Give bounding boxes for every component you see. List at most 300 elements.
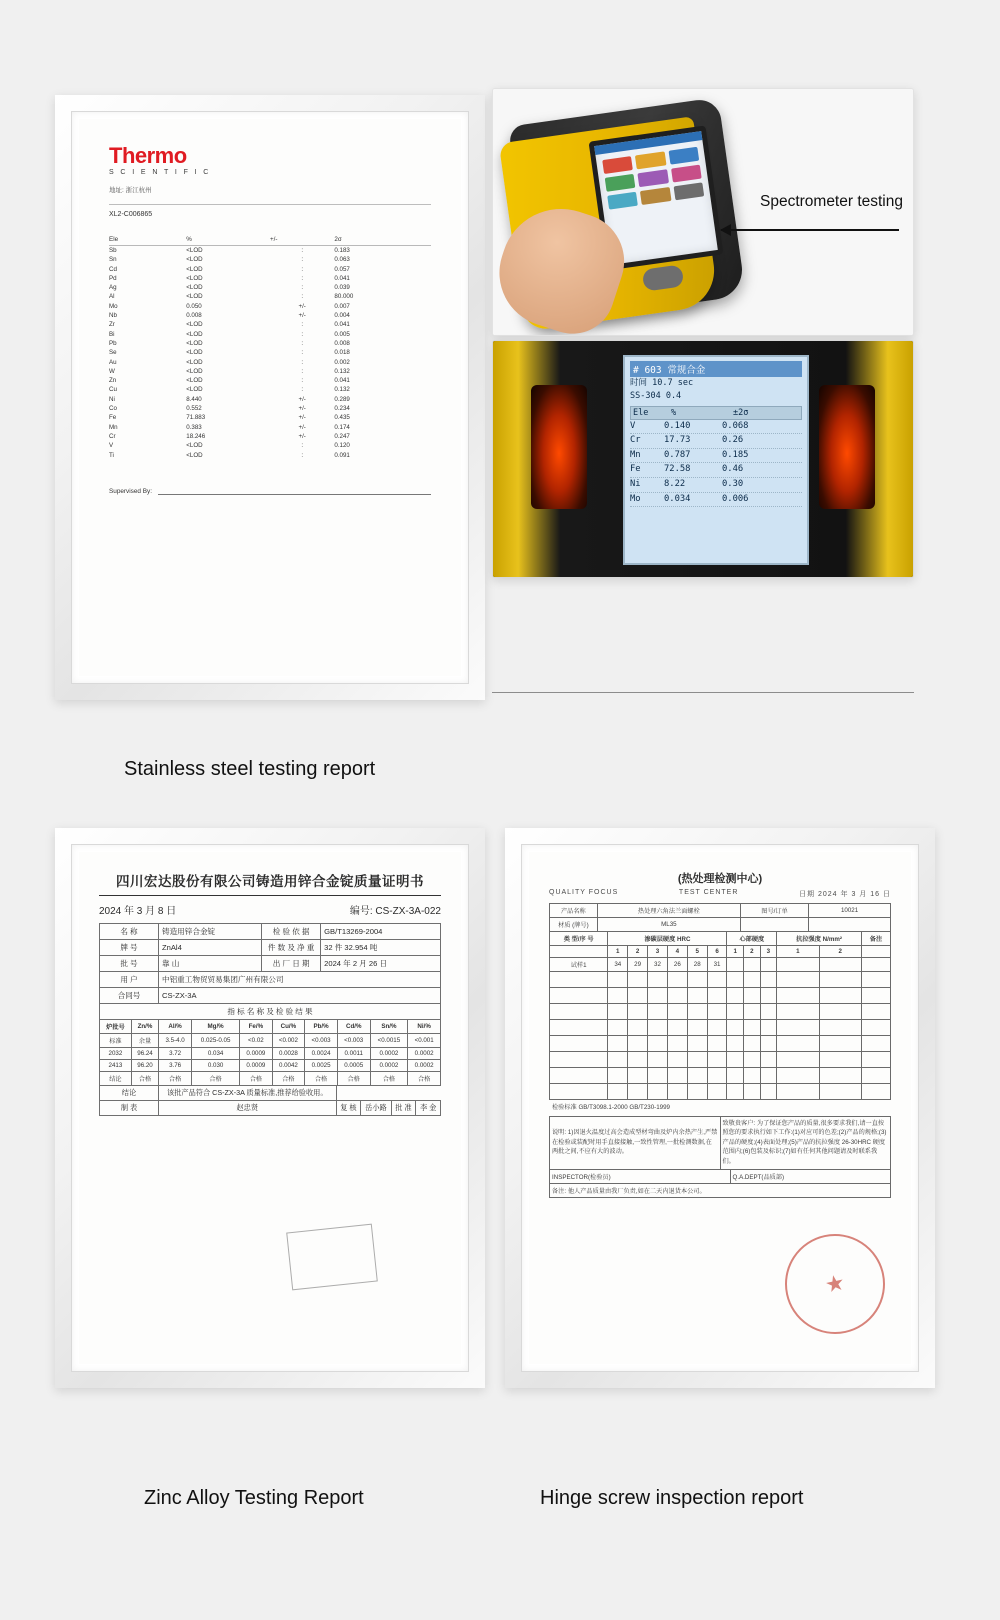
hinge-report-title: (热处理检测中心): [677, 873, 763, 885]
cell-pm: :: [301, 256, 304, 264]
cell-pm: +/-: [298, 395, 306, 403]
row-label: [550, 1068, 608, 1084]
field-label: 合同号: [100, 988, 159, 1004]
chem-cell: 0.0002: [370, 1060, 408, 1072]
table-row: [550, 972, 891, 988]
cell-ele: W: [109, 367, 115, 375]
field-value: CS-ZX-3A: [159, 988, 441, 1004]
row-label: [550, 988, 608, 1004]
caption-stainless: Stainless steel testing report: [124, 758, 376, 780]
chem-col: Cu/%: [272, 1020, 305, 1034]
cell-pm: :: [301, 367, 304, 375]
table-row: [109, 441, 431, 450]
cell-pct: <LOD: [186, 321, 203, 329]
zinc-chem-body: [100, 1034, 441, 1086]
measure-cell: [687, 1004, 707, 1020]
measure-cell: [760, 988, 777, 1004]
chem-cell: 0.025-0.05: [192, 1034, 240, 1048]
zinc-report-frame: [55, 828, 485, 1388]
field-label-2: 出 厂 日 期: [262, 956, 321, 972]
chem-col: Cd/%: [337, 1020, 370, 1034]
zinc-report-paper: [79, 852, 461, 1364]
lcd-result-row: [630, 463, 802, 478]
table-row: [100, 924, 441, 940]
measure-subcol: 2: [628, 946, 648, 958]
measure-cell: [744, 1052, 761, 1068]
chem-cell: 96.24: [131, 1048, 158, 1060]
table-header-row: [109, 236, 431, 246]
measure-cell: [819, 972, 861, 988]
row-label: [550, 1020, 608, 1036]
measure-cell: [687, 1020, 707, 1036]
field-label: 牌 号: [100, 940, 159, 956]
thermo-col-1: %: [186, 236, 270, 246]
measure-cell: 28: [687, 958, 707, 972]
chem-cell: 0.0025: [305, 1060, 338, 1072]
row-label: 试样1: [550, 958, 608, 972]
lcd-rows: [630, 420, 802, 508]
measure-cell: [707, 1036, 727, 1052]
hinge-note-left: 说明: 1)因退火温度过高会造成型材弯曲及炉内余热产生,严禁在检验或装配时用手直接接触,一致性管理,一批检测数据,在两批之间,不应有大的波动。: [550, 1116, 721, 1169]
hinge-qa-label: Q.A.DEPT(品质部): [730, 1169, 890, 1183]
remark-cell: [861, 988, 890, 1004]
cell-err: 0.435: [334, 414, 350, 422]
signature-label: 复 核: [336, 1101, 361, 1116]
cell-err: 0.183: [334, 247, 350, 254]
measure-cell: [648, 1052, 668, 1068]
lcd-table-header: [630, 406, 802, 420]
measure-cell: [777, 958, 819, 972]
table-row: [100, 1072, 441, 1086]
cell-pm: :: [301, 451, 304, 459]
cell-pct: <LOD: [186, 377, 203, 385]
field-value-2: [809, 918, 891, 932]
thermo-logo: Thermo: [109, 143, 187, 168]
measure-cell: [707, 1004, 727, 1020]
measure-cell: [707, 972, 727, 988]
cell-ele: Ag: [109, 284, 117, 292]
chem-col: Mg/%: [192, 1020, 240, 1034]
table-row: [109, 432, 431, 441]
chem-cell: 合格: [192, 1072, 240, 1086]
table-row: [550, 1084, 891, 1100]
thermo-results-table: [109, 236, 431, 460]
app-icon-5: [638, 169, 669, 187]
table-row: [550, 904, 891, 918]
cell-pct: <LOD: [186, 330, 203, 338]
table-row: [109, 348, 431, 357]
measure-cell: [744, 1036, 761, 1052]
chem-cell: <0.0015: [370, 1034, 408, 1048]
measure-cell: [687, 972, 707, 988]
measure-subcol: 1: [727, 946, 744, 958]
cell-ele: Fe: [630, 464, 641, 475]
hinge-header-right: 日期 2024 年 3 月 16 日: [799, 891, 891, 898]
app-icon-4: [605, 174, 636, 192]
signature-value: 赵忠贤: [159, 1101, 337, 1116]
app-icon-7: [607, 192, 638, 210]
measure-cell: [667, 1052, 687, 1068]
zinc-section-title-table: [99, 1003, 441, 1020]
table-row: [109, 265, 431, 274]
field-label: 材质 (牌号): [550, 918, 598, 932]
measure-cell: [727, 958, 744, 972]
measure-cell: [687, 1052, 707, 1068]
zinc-conclusion-text: 该批产品符合 CS-ZX-3A 质量标准,推荐给验收用。: [159, 1086, 337, 1101]
cell-sd: 0.006: [722, 493, 749, 504]
field-value: ML35: [597, 918, 740, 932]
cell-ele: Mn: [630, 449, 641, 460]
cell-err: 0.174: [334, 423, 350, 431]
measure-cell: [667, 1004, 687, 1020]
measure-cell: [667, 972, 687, 988]
hinge-top-table: [549, 903, 891, 932]
chem-col: Al/%: [159, 1020, 192, 1034]
chem-cell: 0.0002: [408, 1060, 441, 1072]
measure-cell: [744, 1068, 761, 1084]
cell-pct: 0.787: [664, 449, 691, 460]
cell-ele: Sn: [109, 256, 117, 264]
measure-cell: [628, 1084, 648, 1100]
chem-cell: 0.0024: [305, 1048, 338, 1060]
measure-subcol: 6: [707, 946, 727, 958]
measure-cell: 29: [628, 958, 648, 972]
measure-cell: [777, 1036, 819, 1052]
cell-ele: Nb: [109, 312, 117, 320]
cell-ele: Ni: [109, 395, 115, 403]
app-icon-9: [673, 182, 704, 200]
chem-cell: 合格: [159, 1072, 192, 1086]
cell-err: 0.132: [334, 367, 350, 375]
hinge-top-body: [550, 904, 891, 932]
measure-cell: [819, 1068, 861, 1084]
cell-err: 0.063: [334, 256, 350, 264]
cell-pct: 0.383: [186, 423, 202, 431]
measure-cell: [744, 1084, 761, 1100]
measure-cell: [648, 1068, 668, 1084]
measure-cell: [777, 972, 819, 988]
row-label: [550, 1004, 608, 1020]
field-label-2: 图号/订单: [740, 904, 808, 918]
cell-pct: 8.440: [186, 395, 202, 403]
chem-cell: 0.0009: [240, 1048, 272, 1060]
measure-cell: [628, 988, 648, 1004]
chem-cell: 3.5-4.0: [159, 1034, 192, 1048]
measure-cell: [727, 1052, 744, 1068]
hinge-notes-table: [549, 1116, 891, 1170]
cell-err: 0.041: [334, 274, 350, 282]
measure-cell: [628, 1004, 648, 1020]
measure-cell: [648, 1020, 668, 1036]
measure-cell: [608, 1036, 628, 1052]
measure-cell: [727, 1020, 744, 1036]
supervised-by-label: Supervised By:: [109, 487, 152, 495]
chem-cell: 余量: [131, 1034, 158, 1048]
cell-sd: 0.46: [722, 464, 744, 475]
chem-cell: <0.02: [240, 1034, 272, 1048]
chem-col: Ni/%: [408, 1020, 441, 1034]
cell-ele: Mo: [630, 493, 641, 504]
measure-cell: [608, 972, 628, 988]
chem-cell: <0.001: [408, 1034, 441, 1048]
table-row: [550, 958, 891, 972]
cell-pm: +/-: [298, 405, 306, 413]
chem-cell: 96.20: [131, 1060, 158, 1072]
cell-pm: +/-: [298, 423, 306, 431]
cell-sd: 0.068: [722, 420, 749, 431]
cell-ele: Al: [109, 293, 115, 301]
zinc-signature-row: [100, 1101, 441, 1116]
chem-cell: 合格: [272, 1072, 305, 1086]
cell-ele: Au: [109, 358, 117, 366]
cell-pm: :: [301, 349, 304, 357]
measure-subcol: 2: [744, 946, 761, 958]
device-lcd: [623, 355, 809, 565]
app-icon-8: [640, 187, 671, 205]
cell-ele: V: [109, 442, 114, 450]
table-row: [550, 1004, 891, 1020]
zinc-chem-table: [99, 1019, 441, 1086]
measure-cell: [727, 1004, 744, 1020]
zinc-info-table: [99, 923, 441, 1004]
field-label: 用 户: [100, 972, 159, 988]
spectrometer-photo: [492, 88, 914, 336]
left-glow-light: [531, 385, 587, 509]
cell-pct: <LOD: [186, 386, 203, 394]
table-row: [550, 1036, 891, 1052]
chem-col: Fe/%: [240, 1020, 272, 1034]
table-row: [100, 1034, 441, 1048]
chem-cell: 合格: [305, 1072, 338, 1086]
measure-cell: [777, 1084, 819, 1100]
company-seal: [776, 1225, 895, 1344]
chem-col: Sn/%: [370, 1020, 408, 1034]
measure-cell: [707, 1068, 727, 1084]
chem-cell: 合格: [408, 1072, 441, 1086]
measure-cell: [628, 972, 648, 988]
hinge-signoff-table: [549, 1169, 891, 1198]
remark-cell: [861, 1068, 890, 1084]
zinc-conclusion-label: 结论: [100, 1086, 159, 1101]
chem-cell: <0.003: [337, 1034, 370, 1048]
cell-err: 0.008: [334, 339, 350, 347]
measure-cell: [628, 1020, 648, 1036]
cell-ele: Cr: [109, 432, 116, 440]
cell-ele: Bi: [109, 330, 115, 338]
measure-subcol: 4: [667, 946, 687, 958]
lcd-col-ele: Ele: [633, 407, 649, 418]
chem-cell: 0.0042: [272, 1060, 305, 1072]
measure-cell: [777, 988, 819, 1004]
cell-ele: Sb: [109, 247, 117, 254]
cell-err: 0.018: [334, 349, 350, 357]
spectrometer-caption: Spectrometer testing: [759, 193, 903, 210]
measure-subcol: 3: [648, 946, 668, 958]
thermo-col-2: +/-: [270, 236, 334, 246]
cell-pct: <LOD: [186, 274, 203, 282]
measure-cell: [628, 1068, 648, 1084]
chem-cell: <0.003: [305, 1034, 338, 1048]
hinge-inspector-label: INSPECTOR(检验员): [550, 1169, 731, 1183]
cell-pm: :: [301, 386, 304, 394]
signature-label: 制 表: [100, 1101, 159, 1116]
cell-err: 0.057: [334, 265, 350, 273]
measure-cell: [707, 1020, 727, 1036]
measure-cell: [744, 1004, 761, 1020]
lcd-title: # 603 常规合金: [630, 361, 802, 377]
measure-cell: [648, 1004, 668, 1020]
remark-cell: [861, 1084, 890, 1100]
cell-pm: :: [301, 321, 304, 329]
chem-cell: 3.76: [159, 1060, 192, 1072]
cell-err: 0.234: [334, 405, 350, 413]
measure-cell: [648, 972, 668, 988]
measure-cell: 31: [707, 958, 727, 972]
cell-pct: 17.73: [664, 435, 691, 446]
cell-pct: 0.140: [664, 420, 691, 431]
hinge-measure-table: [549, 931, 891, 1100]
table-row: [100, 1048, 441, 1060]
cell-pm: :: [301, 442, 304, 450]
cell-ele: Mo: [109, 302, 118, 310]
chem-cell: 合格: [131, 1072, 158, 1086]
zinc-info-body: [100, 924, 441, 1004]
measure-cell: [744, 972, 761, 988]
table-row: [100, 956, 441, 972]
cell-pm: +/-: [298, 302, 306, 310]
cell-sd: 0.26: [722, 435, 744, 446]
cell-sd: 0.185: [722, 449, 749, 460]
cell-pct: 0.008: [186, 312, 202, 320]
table-row: [550, 1052, 891, 1068]
chem-cell: 合格: [370, 1072, 408, 1086]
hinge-report-header: [549, 889, 891, 899]
app-icon-6: [671, 165, 702, 183]
cell-pm: :: [301, 377, 304, 385]
measure-cell: [687, 1084, 707, 1100]
table-row: [109, 376, 431, 385]
measure-cell: [667, 1068, 687, 1084]
measure-cell: [687, 988, 707, 1004]
signature-value: 岳小路: [361, 1101, 391, 1116]
measure-col: 心部硬度: [727, 932, 777, 946]
cell-pct: <LOD: [186, 247, 203, 254]
caption-zinc: Zinc Alloy Testing Report: [144, 1487, 364, 1509]
table-row: [109, 404, 431, 413]
field-label-2: [740, 918, 808, 932]
measure-cell: [608, 1084, 628, 1100]
chem-cell: 0.0005: [337, 1060, 370, 1072]
cell-pct: 0.034: [664, 493, 691, 504]
field-value: 热处理六角法兰面螺栓: [597, 904, 740, 918]
caption-hinge: Hinge screw inspection report: [540, 1487, 804, 1509]
field-label: 名 称: [100, 924, 159, 940]
cell-pm: :: [301, 274, 304, 282]
measure-col: 备注: [861, 932, 890, 946]
app-icon-3: [668, 147, 699, 165]
field-value-2: GB/T13269-2004: [321, 924, 441, 940]
cell-pct: 18.246: [186, 432, 206, 440]
table-row: [109, 358, 431, 367]
measure-subcol-note: [861, 946, 890, 958]
table-row: [109, 292, 431, 301]
hinge-report-paper: [529, 852, 911, 1364]
thermo-col-3: 2σ: [334, 236, 431, 246]
measure-cell: [667, 1084, 687, 1100]
app-icon-2: [635, 151, 666, 169]
cell-ele: Zn: [109, 377, 117, 385]
table-row: [109, 385, 431, 394]
divider: [109, 204, 431, 205]
cell-pm: +/-: [298, 414, 306, 422]
lcd-result-row: [630, 449, 802, 464]
measure-subcol-blank: [550, 946, 608, 958]
zinc-date: 2024 年 3 月 8 日: [99, 906, 177, 917]
row-label: [550, 1052, 608, 1068]
table-row: [550, 1068, 891, 1084]
measure-cell: [819, 958, 861, 972]
cell-err: 0.004: [334, 312, 350, 320]
lcd-duration: 时间 10.7 sec: [630, 378, 694, 388]
measure-cell: [777, 1020, 819, 1036]
table-row: [109, 302, 431, 311]
measure-cell: [819, 1036, 861, 1052]
measure-subcol: 2: [819, 946, 861, 958]
lcd-result-row: [630, 493, 802, 508]
field-value: ZnAl4: [159, 940, 262, 956]
signature-label: 批 准: [391, 1101, 416, 1116]
cell-pm: :: [301, 284, 304, 292]
measure-cell: [628, 1036, 648, 1052]
cell-pct: 71.883: [186, 414, 206, 422]
cell-pct: <LOD: [186, 293, 203, 301]
table-row: [109, 423, 431, 432]
cell-err: 0.039: [334, 284, 350, 292]
thermo-address: 地址: 浙江杭州: [109, 187, 152, 194]
measure-cell: [687, 1036, 707, 1052]
frame-bevel: [521, 844, 919, 1372]
measure-cell: [628, 1052, 648, 1068]
chem-cell: 合格: [337, 1072, 370, 1086]
measure-cell: [648, 1036, 668, 1052]
cell-ele: Co: [109, 405, 117, 413]
cell-pm: :: [301, 293, 304, 301]
measure-cell: [744, 958, 761, 972]
measure-cell: [744, 1020, 761, 1036]
cell-pct: <LOD: [186, 339, 203, 347]
cell-err: 0.247: [334, 432, 350, 440]
hinge-measure-subheader-row: [550, 946, 891, 958]
hinge-measure-header-row: [550, 932, 891, 946]
cell-err: 0.002: [334, 358, 350, 366]
zinc-doc-no: 编号: CS-ZX-3A-022: [349, 906, 441, 917]
measure-cell: 26: [667, 958, 687, 972]
cell-sd: 0.30: [722, 479, 744, 489]
remark-cell: [861, 1004, 890, 1020]
thermo-logo-subtitle: S C I E N T I F I C: [109, 169, 211, 176]
cell-ele: Cd: [109, 265, 117, 273]
cell-err: 0.007: [334, 302, 350, 310]
measure-cell: [744, 988, 761, 1004]
result-screen-photo: [492, 340, 914, 578]
measure-cell: [760, 1052, 777, 1068]
measure-cell: [707, 1084, 727, 1100]
field-value: 铸造用锌合金锭: [159, 924, 262, 940]
chem-col: 炉批号: [100, 1020, 132, 1034]
frame-bevel: [71, 111, 469, 684]
chem-cell: 2413: [100, 1060, 132, 1072]
thermo-col-0: Ele: [109, 236, 186, 246]
